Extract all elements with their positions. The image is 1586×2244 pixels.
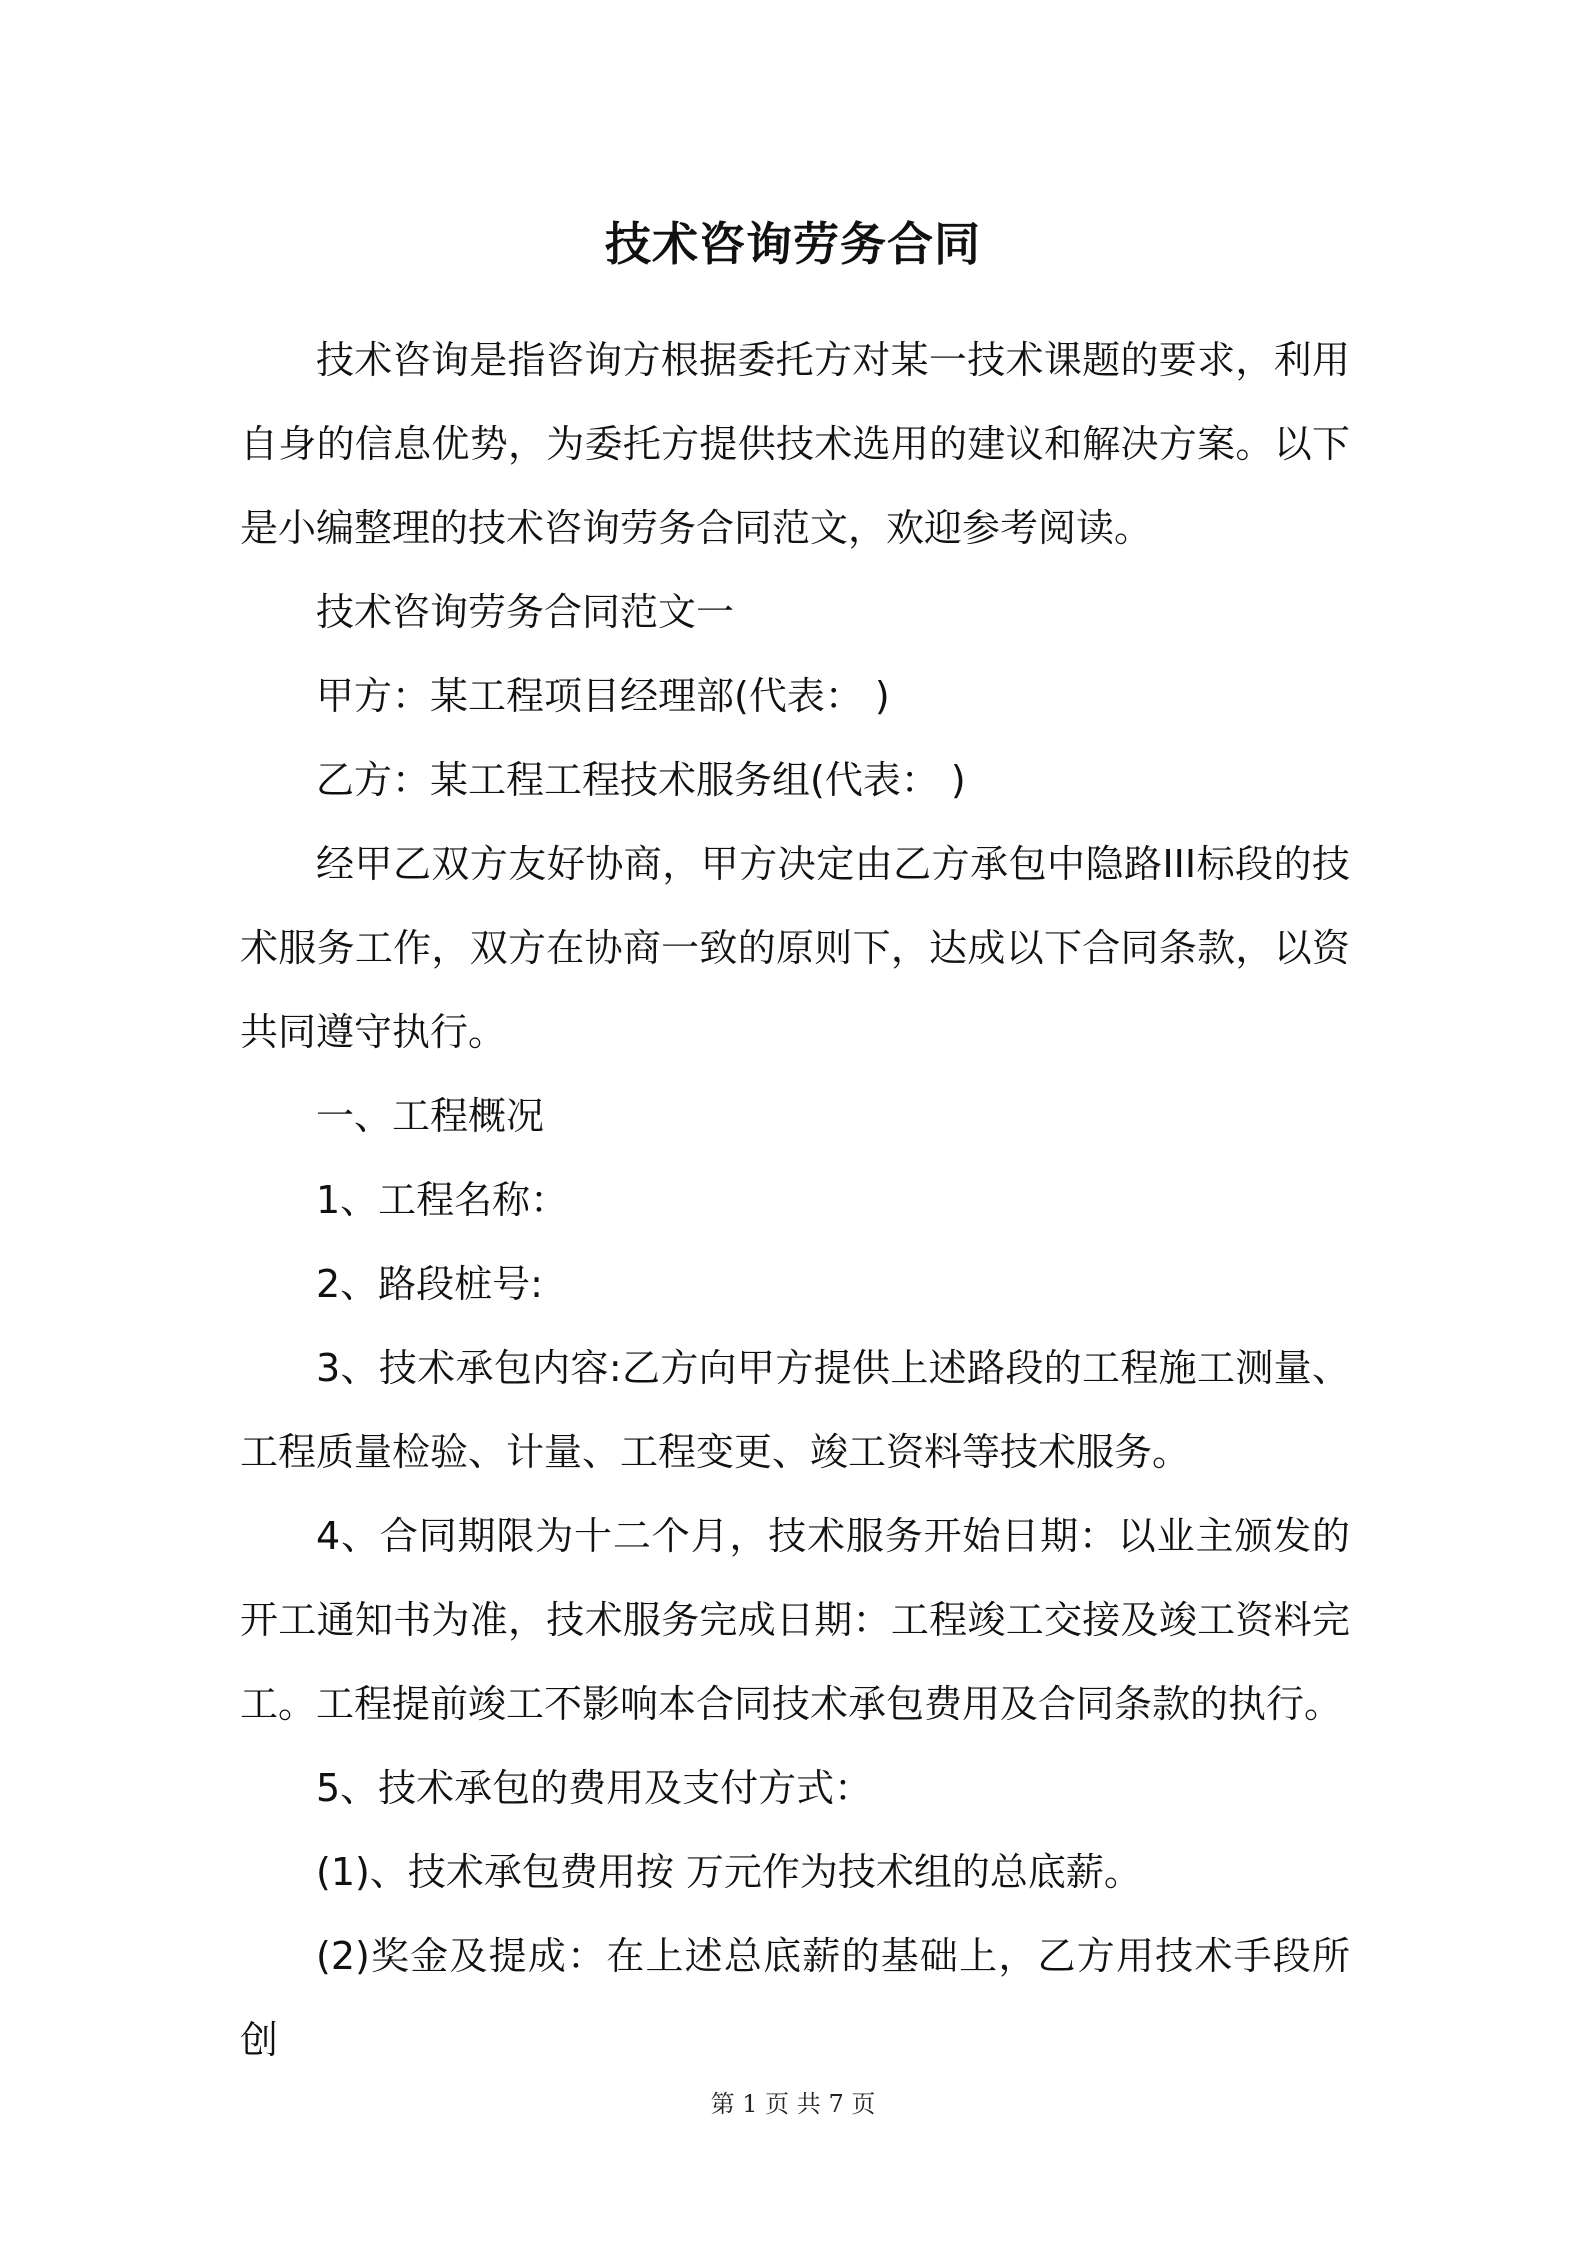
paragraph-item-5-2: (2)奖金及提成：在上述总底薪的基础上，乙方用技术手段所创 xyxy=(240,1934,1350,2062)
page-footer: 第 1 页 共 7 页 xyxy=(710,2090,876,2118)
document-body xyxy=(240,318,1350,2082)
section-heading-project-overview: 一、工程概况 xyxy=(316,1094,545,1138)
paragraph-party-a: 甲方：某工程项目经理部(代表： ) xyxy=(316,674,890,718)
paragraph-item-5-1: (1)、技术承包费用按 万元作为技术组的总底薪。 xyxy=(316,1850,1142,1894)
paragraph-item-2: 2、路段桩号: xyxy=(316,1262,543,1306)
paragraph-agreement: 经甲乙双方友好协商，甲方决定由乙方承包中隐路III标段的技术服务工作，双方在协商一致的原则下，达成以下合同条款，以资共同遵守执行。 xyxy=(240,842,1350,1054)
paragraph-party-b: 乙方：某工程工程技术服务组(代表： ) xyxy=(316,758,966,802)
document-title: 技术咨询劳务合同 xyxy=(605,217,981,271)
paragraph-intro: 技术咨询是指咨询方根据委托方对某一技术课题的要求，利用自身的信息优势，为委托方提供技术选用的建议和解决方案。以下是小编整理的技术咨询劳务合同范文，欢迎参考阅读。 xyxy=(240,338,1350,550)
paragraph-item-3: 3、技术承包内容:乙方向甲方提供上述路段的工程施工测量、工程质量检验、计量、工程变更、竣工资料等技术服务。 xyxy=(240,1346,1350,1474)
paragraph-item-1: 1、工程名称： xyxy=(316,1178,569,1222)
paragraph-sample-heading: 技术咨询劳务合同范文一 xyxy=(316,590,735,634)
paragraph-item-4: 4、合同期限为十二个月，技术服务开始日期：以业主颁发的开工通知书为准，技术服务完成日期：工程竣工交接及竣工资料完工。工程提前竣工不影响本合同技术承包费用及合同条款的执行。 xyxy=(240,1514,1350,1726)
paragraph-item-5: 5、技术承包的费用及支付方式： xyxy=(316,1766,873,1810)
